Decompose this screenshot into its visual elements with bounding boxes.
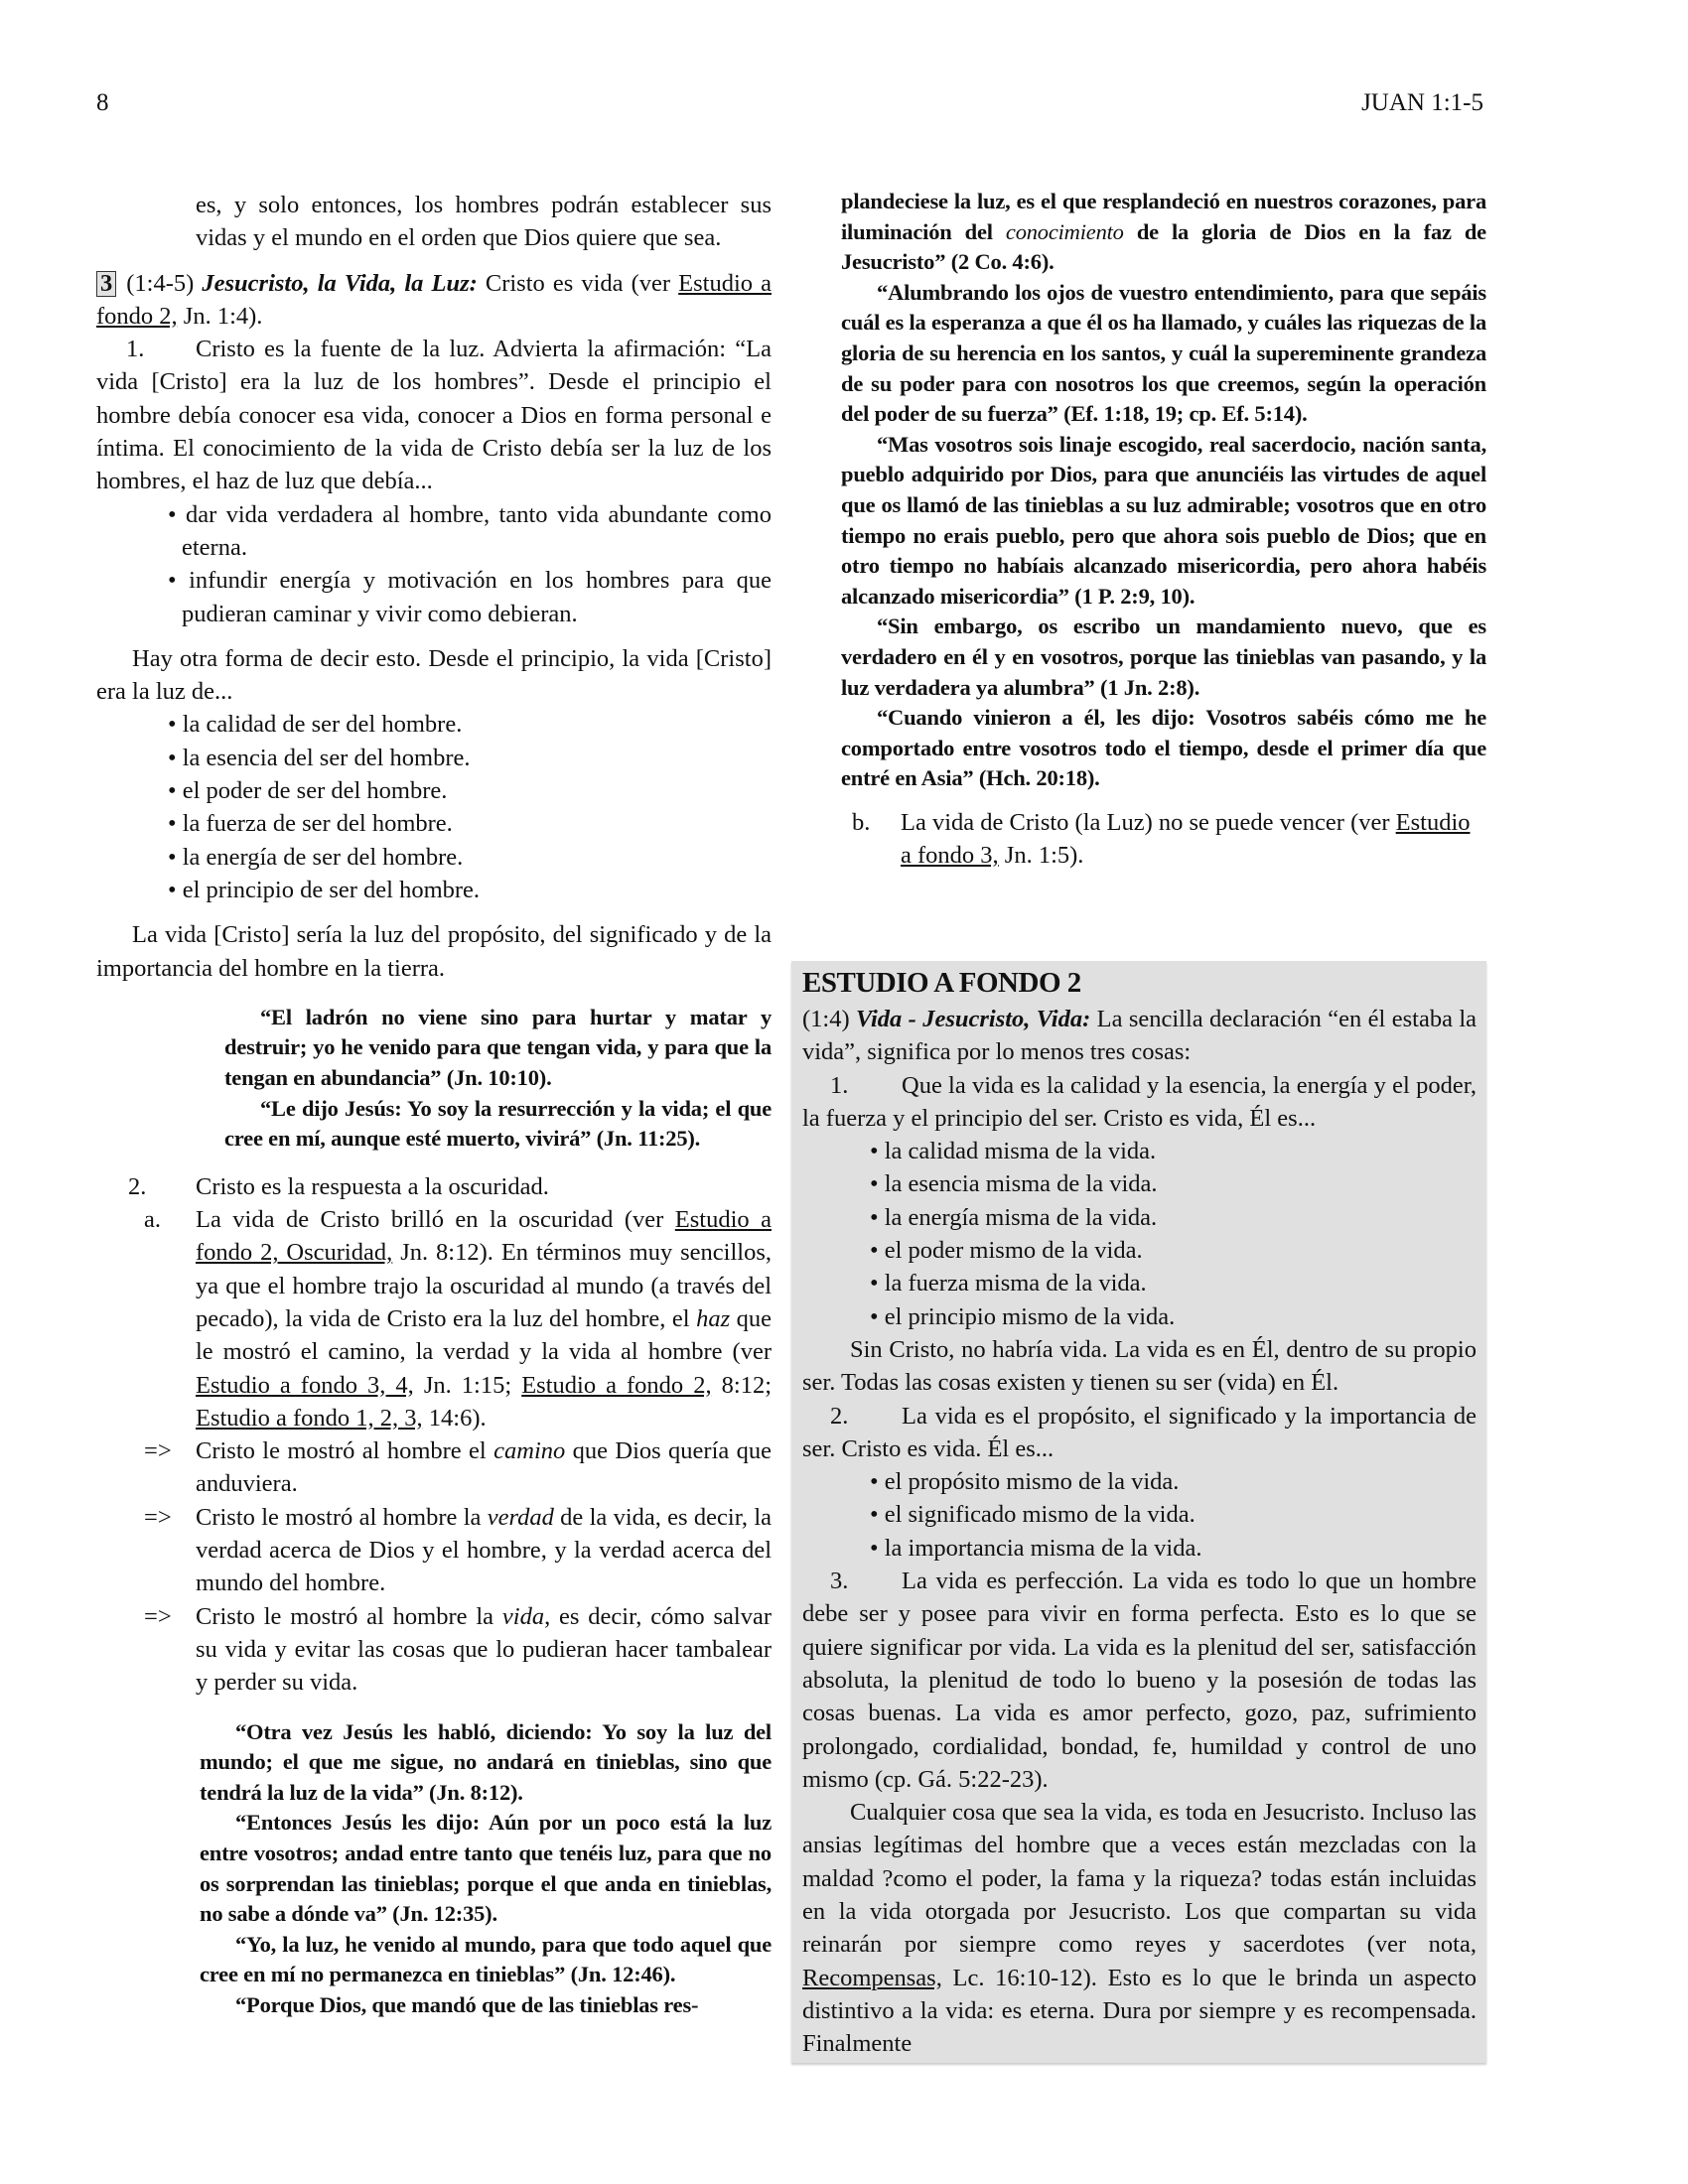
- section-number-badge: 3: [96, 271, 116, 297]
- page-number: 8: [96, 89, 109, 116]
- paragraph: La vida [Cristo] sería la luz del propósito, del significado y de la importancia del hombre en la tierra.: [96, 921, 772, 982]
- scripture-quote: “Mas vosotros sois linaje escogido, real sacerdocio, nación santa, pueblo adquirido por Dios, para que anunciéis las virtudes de aquel que os llamó de las tinieblas a su luz admirable; vosotros que en otro tiempo no erais pueblo, pero que ahora sois pueblo de Dios; que en otro tiempo no habíais alcanzado misericordia, pero ahora habéis alcanzado misericordia” (1 P. 2:9, 10).: [841, 431, 1486, 609]
- scripture-quote: “Le dijo Jesús: Yo soy la resurrección y la vida; el que cree en mí, aunque esté muerto, vivirá” (Jn. 11:25).: [224, 1095, 772, 1152]
- link-estudio-3-4[interactable]: Estudio a fondo 3, 4,: [196, 1371, 414, 1399]
- bullet-item: • el poder mismo de la vida.: [870, 1237, 1143, 1265]
- point-2: [96, 1170, 772, 1203]
- scripture-quotes: [96, 1003, 772, 1155]
- bullet-item: • el principio mismo de la vida.: [870, 1302, 1176, 1330]
- estudio-point-2: 2. La vida es el propósito, el significado y la importancia de ser. Cristo es vida. Él es...: [802, 1402, 1477, 1462]
- bullet-item: • la esencia misma de la vida.: [870, 1170, 1158, 1198]
- arrow-item: => Cristo le mostró al hombre el camino que Dios quería que anduviera.: [96, 1434, 772, 1501]
- point-2a-label: a.: [144, 1206, 161, 1234]
- scripture-quote: “Alumbrando los ojos de vuestro entendimiento, para que sepáis cuál es la esperanza a que él os ha llamado, y cuáles las riquezas de la gloria de su herencia en los santos, y cuál la supereminente grandeza de su poder para con nosotros los que creemos, según la operación del poder de su fuerza” (Ef. 1:18, 19; cp. Ef. 5:14).: [841, 279, 1486, 427]
- bullet-item: • la importancia misma de la vida.: [870, 1534, 1202, 1562]
- scripture-quote-continuation: plandeciese la luz, es el que resplandeció en nuestros corazones, para iluminación del conocimiento de la gloria de Dios en la faz de Jesucristo” (2 Co. 4:6).: [841, 189, 1486, 275]
- link-oscuridad[interactable]: Estudio a fondo 2, Oscuridad,: [196, 1206, 772, 1267]
- estudio-point-1: 1. Que la vida es la calidad y la esencia, la energía y el poder, la fuerza y el principio del ser. Cristo es vida, Él es...: [802, 1071, 1477, 1132]
- bullet-item: • el significado mismo de la vida.: [870, 1501, 1196, 1529]
- paragraph: Hay otra forma de decir esto. Desde el principio, la vida [Cristo] era la luz de...: [96, 644, 772, 706]
- estudio-a-fondo-box: [791, 961, 1486, 2063]
- scripture-quote: “El ladrón no viene sino para hurtar y matar y destruir; yo he venido para que tengan vida, y para que la tengan en abundancia” (Jn. 10:10).: [224, 1004, 772, 1091]
- scripture-quotes: [96, 1717, 772, 2021]
- bullet-item: • la fuerza misma de la vida.: [870, 1270, 1147, 1297]
- link-recompensas[interactable]: Recompensas,: [802, 1964, 942, 1991]
- point-2-text: Cristo es la respuesta a la oscuridad.: [196, 1172, 549, 1200]
- arrow-item: => Cristo le mostró al hombre la vida, es decir, cómo salvar su vida y evitar las cosas que lo pudieran hacer tambalear y perder su vida.: [96, 1600, 772, 1700]
- bullet-item: • la energía de ser del hombre.: [168, 843, 464, 871]
- arrow-item: => Cristo le mostró al hombre la verdad de la vida, es decir, la verdad acerca de Dios y el hombre, y la verdad acerca del mundo del hombre.: [96, 1501, 772, 1600]
- bullet-item: • infundir energía y motivación en los hombres para que pudieran caminar y vivir como debieran.: [168, 567, 772, 627]
- section-text-end: Jn. 1:4).: [183, 302, 263, 330]
- link-estudio-3[interactable]: Estudio a fondo 3,: [901, 808, 1471, 870]
- bullet-item: • la fuerza de ser del hombre.: [168, 810, 453, 838]
- point-2a: [96, 1203, 772, 1434]
- scripture-quotes: [794, 187, 1486, 794]
- point-1-number: 1.: [126, 336, 145, 363]
- link-estudio-1-2-3[interactable]: Estudio a fondo 1, 2, 3,: [196, 1404, 423, 1432]
- estudio-point-3: 3. La vida es perfección. La vida es todo lo que un hombre debe ser y posee para vivir en forma perfecta. Esto es lo que se quiere significar por vida. La vida es la plenitud del ser, satisfacción absoluta, la plenitud de todo lo bueno y la posesión de todas las cosas buenas. La vida es amor perfecto, gozo, paz, sufrimiento prolongado, cordialidad, bondad, fe, humildad y control de uno mismo (cp. Gá. 5:22-23).: [802, 1568, 1477, 1793]
- bullet-item: • el principio de ser del hombre.: [168, 876, 481, 903]
- left-column: [96, 189, 772, 2020]
- section-link[interactable]: Estudio a fondo 2,: [96, 269, 772, 330]
- running-head: JUAN 1:1-5: [1361, 89, 1483, 116]
- scripture-quote: “Cuando vinieron a él, les dijo: Vosotros sabéis cómo me he comportado entre vosotros todo el tiempo, desde el primer día que entré en Asia” (Hch. 20:18).: [841, 705, 1486, 791]
- scripture-quote: “Sin embargo, os escribo un mandamiento nuevo, que es verdadero en él y en vosotros, porque las tinieblas van pasando, y la luz verdadera ya alumbra” (1 Jn. 2:8).: [841, 614, 1486, 700]
- bullet-item: • la esencia del ser del hombre.: [168, 744, 471, 771]
- bullet-item: • el poder de ser del hombre.: [168, 777, 448, 805]
- bullet-item: • la calidad misma de la vida.: [870, 1138, 1157, 1165]
- point-b-text: La vida de Cristo (la Luz) no se puede vencer (ver Estudio a fondo 3, Jn. 1:5).: [901, 808, 1471, 870]
- point-1-text: Cristo es la fuente de la luz. Advierta la afirmación: “La vida [Cristo] era la luz de los hombres”. Desde el principio el hombre debía conocer esa vida, conocer a Dios en forma personal e íntima. El conocimiento de la vida de Cristo debía ser la luz de los hombres, el haz de luz que debía...: [96, 336, 772, 495]
- estudio-topic: Vida - Jesucristo, Vida:: [856, 1006, 1091, 1032]
- right-column: [794, 189, 1486, 872]
- section-heading: [96, 267, 772, 334]
- intro-continuation: es, y solo entonces, los hombres podrán establecer sus vidas y el mundo en el orden que Dios quiere que sea.: [196, 192, 772, 252]
- arrow-icon: =>: [144, 1437, 172, 1465]
- scripture-quote: “Porque Dios, que mandó que de las tinieblas res-: [235, 1991, 699, 2017]
- section-text: Cristo es vida (ver: [485, 269, 671, 297]
- point-2-number: 2.: [128, 1172, 147, 1200]
- estudio-title: ESTUDIO A FONDO 2: [802, 967, 1081, 999]
- point-b: [794, 806, 1486, 873]
- bullet-item: • la calidad de ser del hombre.: [168, 711, 463, 739]
- scripture-quote: “Otra vez Jesús les habló, diciendo: Yo soy la luz del mundo; el que me sigue, no andará en tinieblas, sino que tendrá la luz de la vida” (Jn. 8:12).: [200, 1718, 772, 1805]
- arrow-icon: =>: [144, 1602, 172, 1630]
- estudio-intro: (1:4) Vida - Jesucristo, Vida: La sencilla declaración “en él estaba la vida”, significa por lo menos tres cosas:: [802, 1006, 1477, 1066]
- scripture-quote: “Yo, la luz, he venido al mundo, para que todo aquel que cree en mí no permanezca en tinieblas” (Jn. 12:46).: [200, 1931, 772, 1987]
- link-estudio-2[interactable]: Estudio a fondo 2,: [521, 1371, 712, 1399]
- estudio-paragraph: Cualquier cosa que sea la vida, es toda en Jesucristo. Incluso las ansias legítimas del hombre que a veces están mezcladas con la maldad ?como el poder, la fama y la riqueza? todas están incluidas en la vida otorgada por Jesucristo. Los que compartan su vida reinarán por siempre como reyes y sacerdotes (ver nota, Recompensas, Lc. 16:10-12). Esto es lo que le brinda un aspecto distintivo a la vida: es eterna. Dura por siempre y es recompensada. Finalmente: [802, 1799, 1477, 2058]
- estudio-paragraph: Sin Cristo, no habría vida. La vida es en Él, dentro de su propio ser. Todas las cosas existen y tienen su ser (vida) en Él.: [802, 1335, 1477, 1397]
- point-1: [96, 333, 772, 497]
- section-title: Jesucristo, la Vida, la Luz:: [202, 269, 478, 297]
- point-2a-text: La vida de Cristo brilló en la oscuridad (ver Estudio a fondo 2, Oscuridad, Jn. 8:12). En términos muy sencillos, ya que el hombre trajo la oscuridad al mundo (a través del pecado), la vida de Cristo era la luz del hombre, el haz que le mostró el camino, la verdad y la vida al hombre (ver Estudio a fondo 3, 4, Jn. 1:15; Estudio a fondo 2, 8:12; Estudio a fondo 1, 2, 3, 14:6).: [196, 1206, 773, 1432]
- point-b-label: b.: [852, 808, 871, 836]
- bullet-item: • dar vida verdadera al hombre, tanto vida abundante como eterna.: [168, 500, 772, 561]
- bullet-item: • la energía misma de la vida.: [870, 1203, 1158, 1231]
- bullet-item: • el propósito mismo de la vida.: [870, 1468, 1180, 1496]
- section-ref: (1:4-5): [126, 269, 195, 297]
- arrow-icon: =>: [144, 1503, 172, 1531]
- scripture-quote: “Entonces Jesús les dijo: Aún por un poco está la luz entre vosotros; andad entre tanto que tenéis luz, para que no os sorprendan las tinieblas; porque el que anda en tinieblas, no sabe a dónde va” (Jn. 12:35).: [200, 1810, 772, 1927]
